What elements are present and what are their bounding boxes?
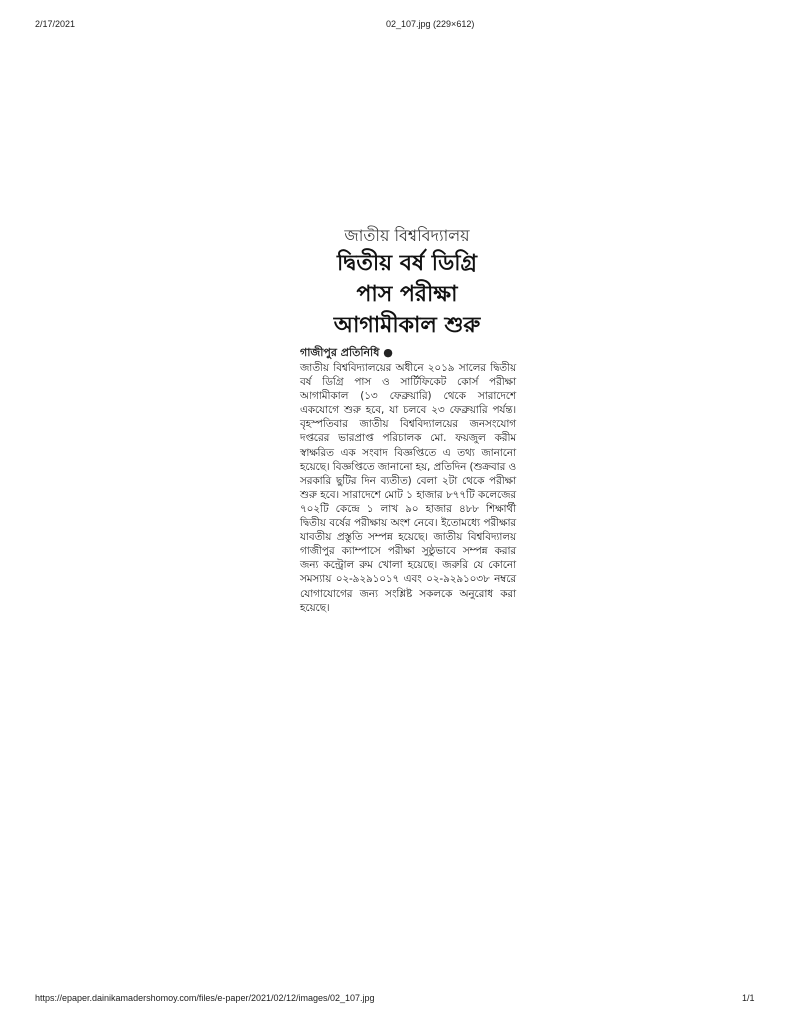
image-title: 02_107.jpg (229×612) (386, 19, 475, 29)
page-number: 1/1 (742, 993, 755, 1003)
newspaper-clipping (298, 226, 516, 804)
headline-line: দ্বিতীয় বর্ষ ডিগ্রি (336, 251, 478, 276)
source-url: https://epaper.dainikamadershomoy.com/files/e-paper/2021/02/12/images/02_107.jpg (35, 993, 375, 1003)
article-byline: গাজীপুর প্রতিনিধি ● (300, 346, 393, 359)
article-body: জাতীয় বিশ্ববিদ্যালয়ের অধীনে ২০১৯ সালের দ্বিতীয় বর্ষ ডিগ্রি পাস ও সার্টিফিকেট কোর্স পরীক্ষা আগামীকাল (১৩ ফেব্রুয়ারি) থেকে সারাদেশে একযোগে শুরু হবে, যা চলবে ২৩ ফেব্রুয়ারি পর্যন্ত। বৃহস্পতিবার জাতীয় বিশ্ববিদ্যালয়ের জনসংযোগ দপ্তরের ভারপ্রাপ্ত পরিচালক মো. ফয়জুল করীম স্বাক্ষরিত এক সংবাদ বিজ্ঞপ্তিতে এ তথ্য জানানো হয়েছে। বিজ্ঞপ্তিতে জানানো হয়, প্রতিদিন (শুক্রবার ও সরকারি ছুটির দিন ব্যতীত) বেলা ২টা থেকে পরীক্ষা শুরু হবে। সারাদেশে মোট ১ হাজার ৮৭৭টি কলেজের ৭০২টি কেন্দ্রে ১ লাখ ৯০ হাজার ৪৮৮ শিক্ষার্থী দ্বিতীয় বর্ষের পরীক্ষায় অংশ নেবে। ইতোমধ্যে পরীক্ষার যাবতীয় প্রস্তুতি সম্পন্ন হয়েছে। জাতীয় বিশ্ববিদ্যালয় গাজীপুর ক্যাম্পাসে পরীক্ষা সুষ্ঠুভাবে সম্পন্ন করার জন্য কন্ট্রোল রুম খোলা হয়েছে। জরুরি যে কোনো সমস্যায় ০২-৯২৯১০১৭ এবং ০২-৯২৯১০৩৮ নম্বরে যোগাযোগের জন্য সংশ্লিষ্ট সকলকে অনুরোধ করা হয়েছে। (300, 362, 516, 614)
article-kicker: জাতীয় বিশ্ববিদ্যালয় (344, 226, 470, 245)
article-headline (298, 248, 516, 341)
headline-line: পাস পরীক্ষা (356, 282, 458, 307)
print-date: 2/17/2021 (35, 19, 76, 29)
headline-line: আগামীকাল শুরু (333, 313, 481, 338)
